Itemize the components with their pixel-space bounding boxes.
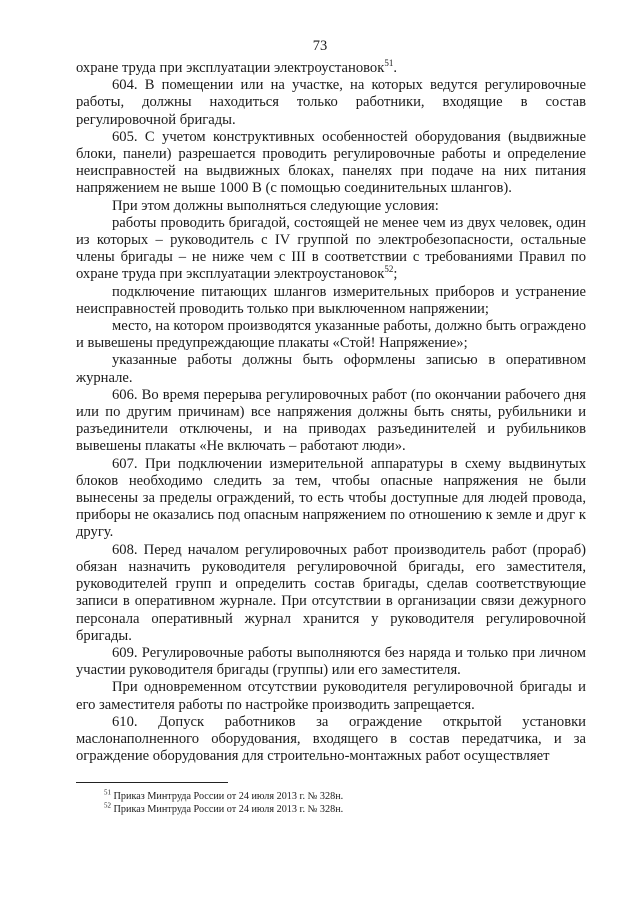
paragraph: [76, 714, 586, 766]
footnote-mark: 52: [104, 801, 111, 810]
paragraph: [76, 679, 586, 713]
paragraph: [76, 284, 586, 318]
paragraph-text: 605. С учетом конструктивных особенностей оборудования (выдвижные блоки, панели) разрешается проводить регулировочные работы и определение неисправностей на выдвижных блоках, панелях при подаче на них питания напряжением не выше 1000 В (с помощью соединительных шлангов).: [76, 128, 586, 197]
footnote-divider: [76, 782, 228, 783]
footnote-ref: 52: [384, 264, 394, 275]
page-number: 73: [312, 38, 328, 54]
paragraph: [76, 60, 586, 77]
footnote-ref: 51: [384, 58, 394, 69]
paragraph: [76, 352, 586, 386]
paragraph: [76, 215, 586, 284]
footnote-text: Приказ Минтруда России от 24 июля 2013 г. № 328н.: [111, 791, 344, 802]
paragraph: [76, 77, 586, 129]
paragraph-text: работы проводить бригадой, состоящей не менее чем из двух человек, один из которых – руководитель с IV группой по электробезопасности, остальные члены бригады – не ниже чем с III в соответствии с требованиями Правил по охране труда при эксплуатации электроустановок: [76, 214, 586, 283]
paragraph-text: 609. Регулировочные работы выполняются без наряда и только при личном участии руководителя бригады (группы) или его заместителя.: [76, 644, 586, 679]
paragraph-text: место, на котором производятся указанные работы, должно быть ограждено и вывешены предупреждающие плакаты «Стой! Напряжение»;: [76, 318, 586, 352]
footnote: [104, 803, 524, 816]
footnotes: [104, 790, 524, 816]
paragraph: [76, 198, 586, 215]
paragraph-text: 604. В помещении или на участке, на которых ведутся регулировочные работы, должны находиться только работники, входящие в состав регулировочной бригады.: [76, 77, 586, 128]
paragraph-text: указанные работы должны быть оформлены записью в оперативном журнале.: [76, 352, 586, 386]
paragraph: [76, 318, 586, 352]
paragraph-text: При одновременном отсутствии руководителя регулировочной бригады и его заместителя работы по настройке производить запрещается.: [76, 679, 586, 713]
paragraph-tail: ;: [393, 266, 398, 283]
paragraph-text: охране труда при эксплуатации электроустановок: [76, 60, 385, 76]
paragraph-text: 607. При подключении измерительной аппаратуры в схему выдвинутых блоков необходимо следить за тем, чтобы опасные напряжения не были вынесены за пределы ограждений, то есть чтобы доступные для людей провода, приборы не оказались под опасным напряжением по отношению к земле и друг к другу.: [76, 455, 586, 541]
paragraph: [76, 387, 586, 456]
paragraph-text: 608. Перед началом регулировочных работ производитель работ (прораб) обязан назначить руководителя регулировочной бригады, его заместителя, руководителей групп и определить состав бригады, сделав соответствующие записи в оперативном журнале. При отсутствии в организации связи дежурного персонала оперативный журнал хранится у руководителя регулировочной бригады.: [76, 541, 586, 644]
paragraph: [76, 129, 586, 198]
paragraph-text: 606. Во время перерыва регулировочных работ (по окончании рабочего дня или по другим причинам) все напряжения должны быть сняты, рубильники и разъединители отключены, и на приводах разъединителей и рубильников вывешены плакаты «Не включать – работают люди».: [76, 386, 586, 455]
paragraph: [76, 645, 586, 679]
footnote: [104, 790, 524, 803]
body-text: [76, 60, 586, 765]
paragraph-text: подключение питающих шлангов измерительных приборов и устранение неисправностей проводить только при выключенном напряжении;: [76, 283, 586, 317]
footnote-text: Приказ Минтруда России от 24 июля 2013 г. № 328н.: [111, 804, 344, 815]
paragraph-tail: .: [393, 60, 397, 76]
paragraph-text: 610. Допуск работников за ограждение открытой установки маслонаполненного оборудования, входящего в состав передатчика, и за ограждение оборудования для строительно-монтажных работ осуществляет: [76, 713, 586, 765]
paragraph: [76, 542, 586, 645]
footnote-mark: 51: [104, 788, 111, 797]
paragraph-text: При этом должны выполняться следующие условия:: [112, 197, 439, 214]
paragraph: [76, 456, 586, 542]
